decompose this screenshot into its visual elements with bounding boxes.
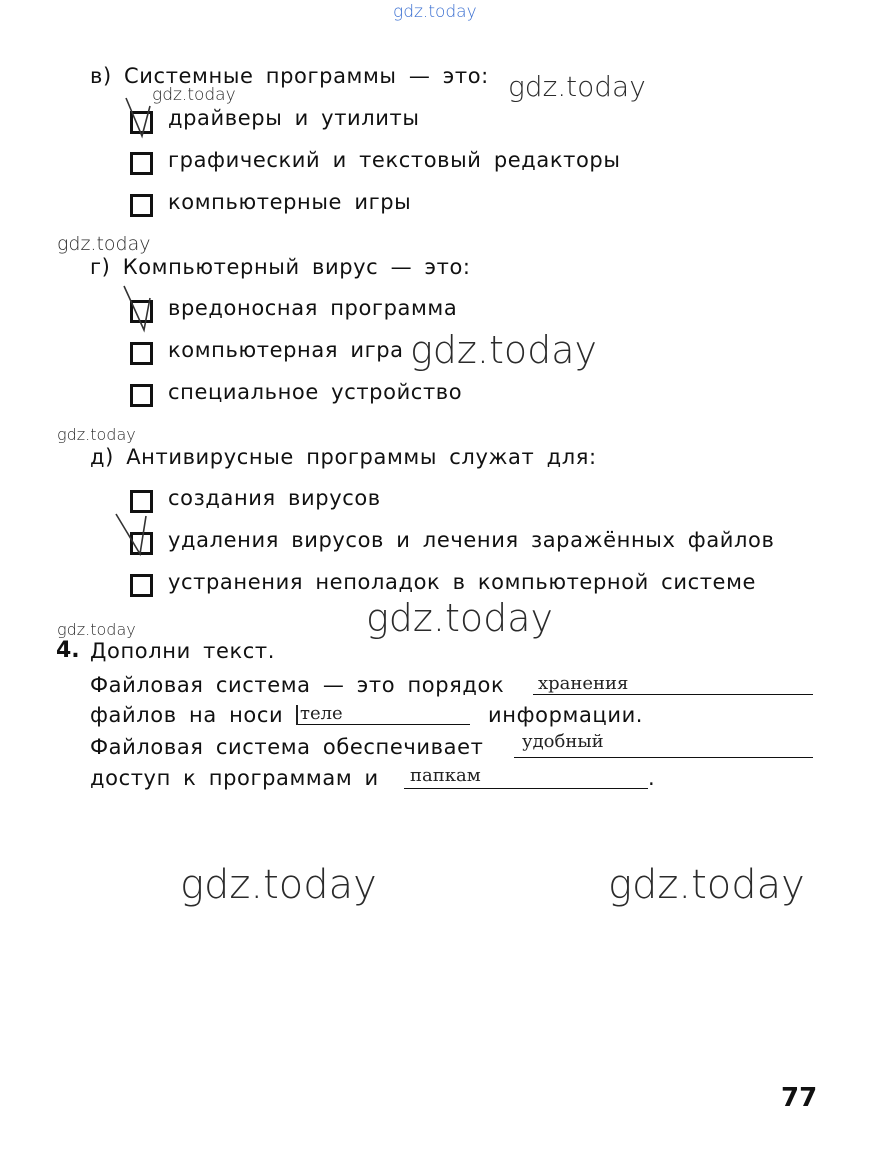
answer-line-2 bbox=[298, 724, 470, 725]
fill-text-line1: Файловая система — это порядок bbox=[90, 673, 505, 697]
answer-line-4 bbox=[404, 788, 648, 789]
page-number: 77 bbox=[781, 1083, 818, 1113]
answer-1[interactable]: хранения bbox=[538, 673, 629, 694]
checkbox-v-3[interactable] bbox=[130, 194, 153, 217]
task-title: Дополни текст. bbox=[90, 639, 275, 663]
watermark: gdz.today bbox=[57, 233, 151, 255]
answer-4[interactable]: папкам bbox=[410, 765, 481, 786]
watermark: gdz.today bbox=[366, 596, 553, 640]
option-label: устранения неполадок в компьютерной системе bbox=[168, 570, 757, 594]
check-mark-icon bbox=[120, 282, 160, 334]
question-v-title: в) Системные программы — это: bbox=[90, 64, 489, 88]
task-number: 4. bbox=[56, 638, 80, 663]
watermark: gdz.today bbox=[57, 425, 136, 444]
watermark: gdz.today bbox=[410, 328, 597, 372]
answer-3[interactable]: удобный bbox=[522, 731, 604, 752]
watermark-top: gdz.today bbox=[393, 2, 477, 22]
watermark: gdz.today bbox=[57, 620, 136, 639]
answer-line-3 bbox=[514, 757, 813, 758]
cursor-mark bbox=[296, 705, 298, 725]
option-label: компьютерные игры bbox=[168, 190, 412, 214]
watermark: gdz.today bbox=[152, 85, 236, 105]
option-label: удаления вирусов и лечения заражённых файлов bbox=[168, 528, 775, 552]
question-d-title: д) Антивирусные программы служат для: bbox=[90, 445, 597, 469]
watermark: gdz.today bbox=[608, 862, 805, 908]
watermark: gdz.today bbox=[508, 70, 646, 103]
checkbox-g-3[interactable] bbox=[130, 384, 153, 407]
option-label: специальное устройство bbox=[168, 380, 463, 404]
option-label: создания вирусов bbox=[168, 486, 381, 510]
fill-text-line2a: файлов на носи bbox=[90, 703, 284, 727]
check-mark-icon bbox=[112, 510, 156, 560]
checkbox-g-2[interactable] bbox=[130, 342, 153, 365]
checkbox-v-2[interactable] bbox=[130, 152, 153, 175]
option-label: драйверы и утилиты bbox=[168, 106, 420, 130]
check-mark-icon bbox=[120, 92, 160, 140]
watermark: gdz.today bbox=[180, 862, 377, 908]
fill-text-line2b: информации. bbox=[488, 703, 644, 727]
option-label: компьютерная игра bbox=[168, 338, 404, 362]
checkbox-d-3[interactable] bbox=[130, 574, 153, 597]
question-g-title: г) Компьютерный вирус — это: bbox=[90, 255, 471, 279]
option-label: графический и текстовый редакторы bbox=[168, 148, 621, 172]
fill-text-line4: доступ к программам и bbox=[90, 766, 379, 790]
fill-text-line3: Файловая система обеспечивает bbox=[90, 735, 484, 759]
answer-line-1 bbox=[533, 694, 813, 695]
fill-text-line4-end: . bbox=[648, 766, 656, 790]
option-label: вредоносная программа bbox=[168, 296, 458, 320]
answer-2[interactable]: теле bbox=[300, 703, 343, 724]
